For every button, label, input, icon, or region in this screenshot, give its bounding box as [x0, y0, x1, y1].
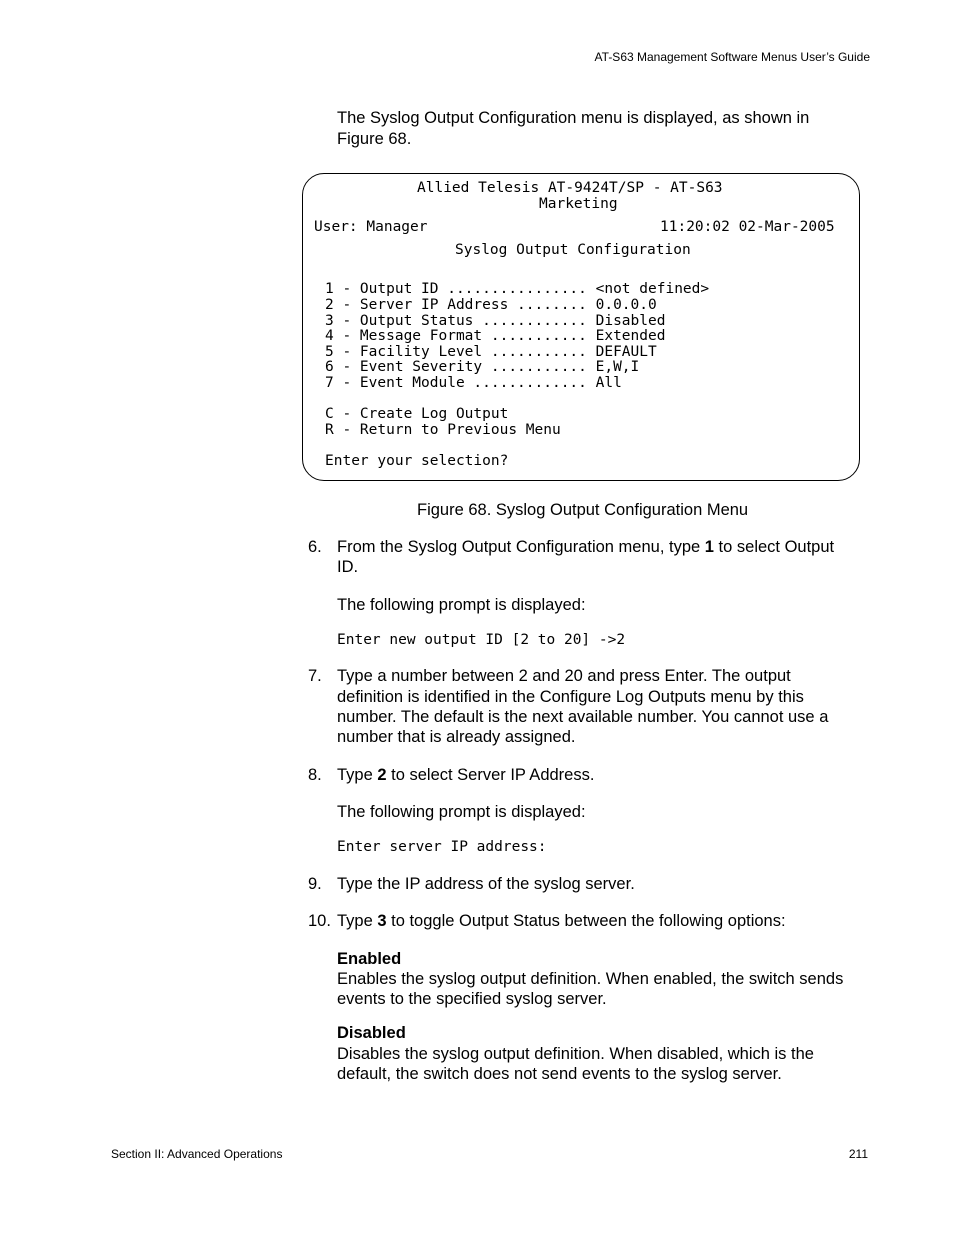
- menu-item-event-severity: 6 - Event Severity ........... E,W,I: [325, 359, 640, 375]
- step-7-line-2: definition is identified in the Configure Log Outputs menu by this: [337, 688, 804, 706]
- menu-item-output-id: 1 - Output ID ................ <not defined>: [325, 281, 710, 297]
- menu-command-return: R - Return to Previous Menu: [325, 422, 561, 438]
- step-10-text: Type 3 to toggle Output Status between the following options:: [337, 912, 786, 930]
- step-8-code: Enter server IP address:: [337, 839, 547, 855]
- terminal-menu-title: Syslog Output Configuration: [455, 242, 691, 258]
- terminal-subtitle: Marketing: [539, 196, 618, 212]
- menu-item-event-module: 7 - Event Module ............. All: [325, 375, 622, 391]
- menu-item-facility-level: 5 - Facility Level ........... DEFAULT: [325, 344, 657, 360]
- step-6-text: From the Syslog Output Configuration menu, type 1 to select Output: [337, 538, 835, 556]
- running-header: AT-S63 Management Software Menus User’s Guide: [594, 50, 870, 64]
- intro-line-1: The Syslog Output Configuration menu is displayed, as shown in: [337, 109, 810, 127]
- option-desc-disabled-2: default, the switch does not send events to the syslog server.: [337, 1065, 782, 1083]
- option-desc-disabled-1: Disables the syslog output definition. When disabled, which is the: [337, 1045, 814, 1063]
- footer-section: Section II: Advanced Operations: [111, 1147, 283, 1161]
- step-number: 8.: [308, 766, 322, 784]
- menu-item-server-ip: 2 - Server IP Address ........ 0.0.0.0: [325, 297, 657, 313]
- step-number: 9.: [308, 875, 322, 893]
- terminal-title: Allied Telesis AT-9424T/SP - AT-S63: [417, 180, 723, 196]
- terminal-user: User: Manager: [314, 219, 428, 235]
- step-7-line-1: Type a number between 2 and 20 and press Enter. The output: [337, 667, 791, 685]
- page-number: 211: [848, 1147, 868, 1161]
- option-desc-enabled-1: Enables the syslog output definition. When enabled, the switch sends: [337, 970, 844, 988]
- step-6-prompt-intro: The following prompt is displayed:: [337, 596, 586, 614]
- option-term-disabled: Disabled: [337, 1024, 406, 1042]
- step-9-text: Type the IP address of the syslog server.: [337, 875, 635, 893]
- step-number: 10.: [308, 912, 331, 930]
- option-desc-enabled-2: events to the specified syslog server.: [337, 990, 607, 1008]
- step-6-text-cont: ID.: [337, 558, 359, 576]
- step-8-text: Type 2 to select Server IP Address.: [337, 766, 595, 784]
- step-number: 7.: [308, 667, 322, 685]
- option-term-enabled: Enabled: [337, 950, 402, 968]
- menu-command-create: C - Create Log Output: [325, 406, 509, 422]
- menu-item-message-format: 4 - Message Format ........... Extended: [325, 328, 666, 344]
- terminal-prompt: Enter your selection?: [325, 453, 509, 469]
- step-7-line-4: number that is already assigned.: [337, 728, 576, 746]
- intro-line-2: Figure 68.: [337, 130, 412, 148]
- step-number: 6.: [308, 538, 322, 556]
- menu-item-output-status: 3 - Output Status ............ Disabled: [325, 313, 666, 329]
- step-8-prompt-intro: The following prompt is displayed:: [337, 803, 586, 821]
- terminal-datetime: 11:20:02 02-Mar-2005: [660, 219, 835, 235]
- figure-caption: Figure 68. Syslog Output Configuration Menu: [417, 501, 749, 519]
- step-7-line-3: number. The default is the next available number. You cannot use a: [337, 708, 829, 726]
- step-6-code: Enter new output ID [2 to 20] ->2: [337, 632, 626, 648]
